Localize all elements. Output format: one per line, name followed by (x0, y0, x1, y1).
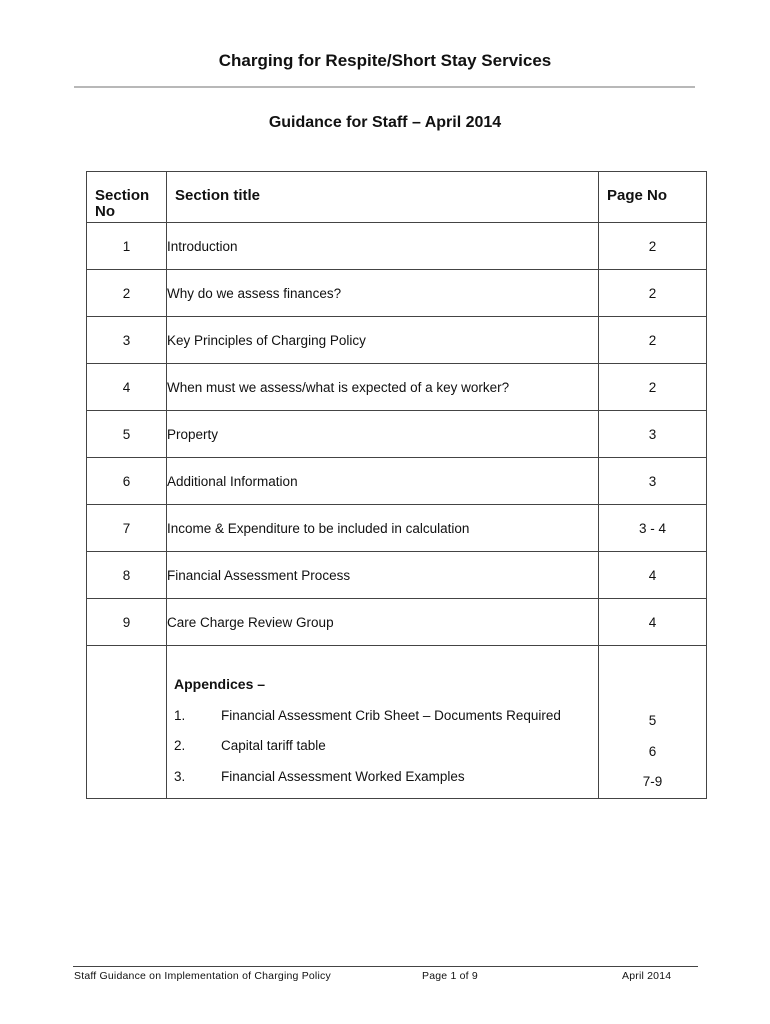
appendix-number: 2. (174, 738, 186, 754)
section-title: Income & Expenditure to be included in calculation (167, 505, 599, 552)
section-number: 9 (87, 599, 167, 646)
table-row (87, 270, 707, 317)
section-title: Property (167, 411, 599, 458)
appendices-number-cell (87, 646, 167, 799)
header-section-title: Section title (167, 172, 599, 223)
section-page: 2 (599, 270, 707, 317)
section-number: 2 (87, 270, 167, 317)
table-header-row (87, 172, 707, 223)
table-row (87, 599, 707, 646)
section-number: 1 (87, 223, 167, 270)
title-divider (74, 86, 695, 88)
appendix-title: Financial Assessment Crib Sheet – Documents Required (221, 707, 561, 723)
table-row (87, 317, 707, 364)
section-page: 4 (599, 599, 707, 646)
table-row (87, 223, 707, 270)
section-title: Key Principles of Charging Policy (167, 317, 599, 364)
appendix-title: Capital tariff table (221, 738, 326, 754)
section-page: 2 (599, 317, 707, 364)
section-number: 3 (87, 317, 167, 364)
table-row (87, 411, 707, 458)
appendices-pages-cell (599, 646, 707, 799)
appendices-heading: Appendices – (174, 676, 266, 692)
section-number: 4 (87, 364, 167, 411)
appendix-title: Financial Assessment Worked Examples (221, 768, 465, 784)
section-page: 4 (599, 552, 707, 599)
section-page: 2 (599, 364, 707, 411)
header-section-no: Section No (87, 172, 167, 223)
appendices-list-cell (167, 646, 599, 799)
table-row (87, 458, 707, 505)
contents-table (86, 171, 707, 799)
section-page: 3 (599, 458, 707, 505)
section-page: 2 (599, 223, 707, 270)
section-title: Why do we assess finances? (167, 270, 599, 317)
section-title: Care Charge Review Group (167, 599, 599, 646)
section-number: 7 (87, 505, 167, 552)
appendix-page: 7-9 (642, 774, 663, 789)
appendix-number: 3. (174, 768, 186, 784)
section-page: 3 - 4 (599, 505, 707, 552)
appendix-item (174, 731, 598, 762)
section-page: 3 (599, 411, 707, 458)
footer-document-name: Staff Guidance on Implementation of Charging Policy (74, 970, 331, 982)
section-title: Additional Information (167, 458, 599, 505)
section-title: When must we assess/what is expected of a key worker? (167, 364, 599, 411)
appendix-page: 6 (648, 743, 657, 759)
footer-date: April 2014 (622, 970, 672, 982)
appendix-page: 5 (648, 713, 657, 728)
section-number: 8 (87, 552, 167, 599)
footer-divider (73, 966, 698, 967)
table-row (87, 364, 707, 411)
page-title: Charging for Respite/Short Stay Services (218, 51, 552, 70)
footer-page-number: Page 1 of 9 (422, 970, 478, 982)
appendix-item (174, 700, 598, 731)
appendices-row (87, 646, 707, 799)
section-title: Introduction (167, 223, 599, 270)
page-subtitle: Guidance for Staff – April 2014 (268, 114, 502, 131)
table-row (87, 552, 707, 599)
header-page-no: Page No (599, 172, 707, 223)
appendix-number: 1. (174, 707, 186, 723)
section-number: 6 (87, 458, 167, 505)
section-title: Financial Assessment Process (167, 552, 599, 599)
table-row (87, 505, 707, 552)
section-number: 5 (87, 411, 167, 458)
appendix-item (174, 761, 598, 792)
